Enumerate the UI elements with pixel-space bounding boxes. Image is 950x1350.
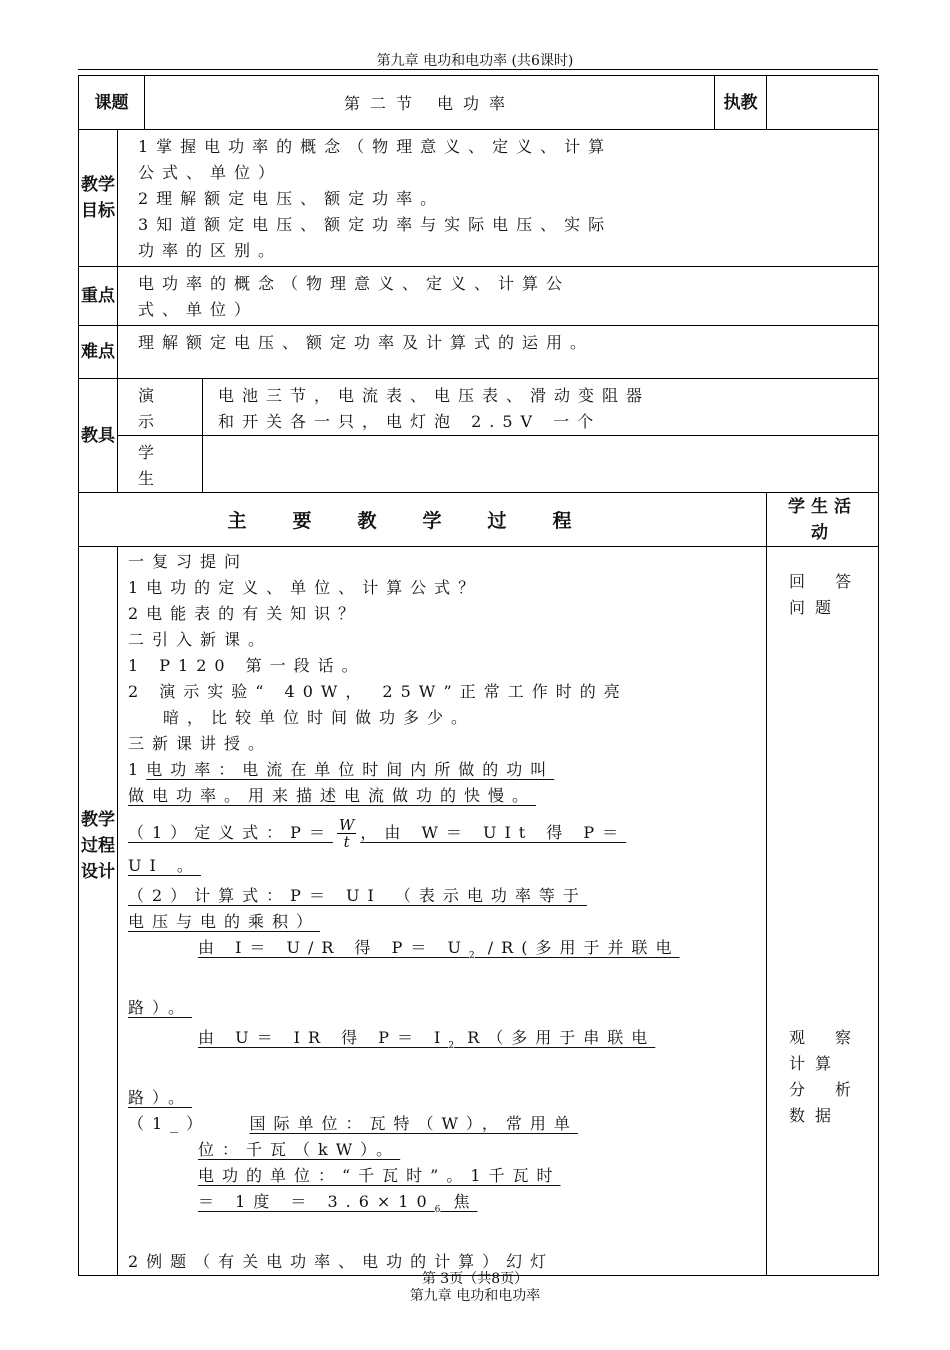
difficulty-line: 理解额定电压、额定功率及计算式的运用。 <box>138 333 595 352</box>
difficulty-content <box>118 326 879 379</box>
demo-line: 和开关各一只，电灯泡 2.5V 一个 <box>218 412 602 431</box>
process-line: 暗，比较单位时间做功多少。 <box>163 708 476 727</box>
process-line: 电功的单位：“千瓦时”。1千瓦时 <box>198 1166 561 1185</box>
process-line: 2 演示实验“ 40W， 25W”正常工作时的亮 <box>128 682 628 701</box>
goal-line: 公式、单位） <box>138 163 283 182</box>
key-label: 重点 <box>79 267 118 326</box>
activity-line: 观察 <box>789 1028 882 1047</box>
activity-line: 计算 <box>789 1054 842 1073</box>
activity-line: 回答 <box>789 572 882 591</box>
key-line: 式、单位） <box>138 300 259 319</box>
process-line: 位：千瓦（kW）。 <box>198 1140 401 1159</box>
process-heading-row <box>79 493 879 547</box>
definition-formula-line: （1）定义式：P＝ $\frac{W}{t}$ ，由 W＝ UIt 得 P＝ <box>128 816 627 851</box>
topic-row <box>79 76 879 130</box>
key-content <box>118 267 879 326</box>
demo-content <box>203 379 879 436</box>
formula-parallel: 由 I＝ U/R 得 $P= U_2$ /R(多用于并联电 <box>198 938 680 961</box>
process-line: 路）。 <box>128 1088 193 1107</box>
aids-student-row <box>79 436 879 493</box>
process-content <box>118 547 767 1276</box>
difficulty-label: 难点 <box>79 326 118 379</box>
activity-heading: 学生活动 <box>767 493 879 547</box>
process-line: 二引入新课。 <box>128 630 273 649</box>
goal-line: 功率的区别。 <box>138 241 283 260</box>
process-line: （2）计算式：P＝ UI （表示电功率等于 <box>128 886 587 905</box>
teacher-label: 执教 <box>715 76 767 130</box>
process-line: 1电功的定义、单位、计算公式？ <box>128 578 483 597</box>
definition-text: 电功率：电流在单位时间内所做的功叫 <box>146 760 555 779</box>
goal-line: 2理解额定电压、额定功率。 <box>138 189 445 208</box>
process-line: 三新课讲授。 <box>128 734 273 753</box>
key-line: 电功率的概念（物理意义、定义、计算公 <box>138 274 571 293</box>
teacher-value <box>767 76 879 130</box>
activity-line: 问题 <box>789 598 842 617</box>
activity-line: 分析 <box>789 1080 882 1099</box>
goals-label: 教学目标 <box>79 130 118 267</box>
process-body-row <box>79 547 879 1276</box>
footer-chapter: 第九章 电功和电功率 <box>409 1288 541 1304</box>
fraction-w-over-t: $\frac{W}{t}$ <box>338 816 355 851</box>
process-line: 1电功率：电流在单位时间内所做的功叫 <box>128 760 555 779</box>
goal-line: 1掌握电功率的概念（物理意义、定义、计算 <box>138 137 613 156</box>
goals-row <box>79 130 879 267</box>
goal-line: 3知道额定电压、额定功率与实际电压、实际 <box>138 215 613 234</box>
lesson-plan-table <box>78 75 882 1276</box>
process-side-label: 教学过程设计 <box>79 547 118 1276</box>
topic-value: 第二节 电功率 <box>145 76 715 130</box>
page-number: 第 3页（共8页） <box>421 1271 529 1287</box>
process-line: 路）。 <box>128 998 193 1017</box>
process-line: 一复习提问 <box>128 552 249 571</box>
header-rule <box>78 69 878 70</box>
process-line: UI 。 <box>128 856 201 875</box>
demo-line: 电池三节，电流表、电压表、滑动变阻器 <box>218 386 651 405</box>
goals-content <box>118 130 879 267</box>
demo-label <box>118 379 203 436</box>
unit-line: （1_） 国际单位：瓦特（W），常用单 <box>128 1114 578 1133</box>
topic-label: 课题 <box>79 76 145 130</box>
activity-content <box>767 547 882 1276</box>
page-header: 第九章 电功和电功率 (共6课时) <box>376 53 574 69</box>
process-line: 做电功率。用来描述电流做功的快慢。 <box>128 786 537 805</box>
process-line: 电压与电的乘积） <box>128 912 321 931</box>
process-line: 1 P120 第一段话。 <box>128 656 366 675</box>
process-line: 2电能表的有关知识？ <box>128 604 363 623</box>
demo-label-text: 演示 <box>138 386 155 431</box>
difficulty-row <box>79 326 879 379</box>
activity-line: 数据 <box>789 1106 842 1125</box>
student-label <box>118 436 203 493</box>
student-content <box>203 436 879 493</box>
formula-series: 由 U＝ IR 得 $P= I_2$ R（多用于串联电 <box>198 1028 656 1051</box>
process-heading: 主要教学过程 <box>79 493 767 547</box>
kwh-line: ＝ 1度 ＝ $3.6\times 10_6$ 焦 <box>198 1192 478 1215</box>
aids-demo-row <box>79 379 879 436</box>
key-row <box>79 267 879 326</box>
student-label-text: 学生 <box>138 443 155 488</box>
process-line: 2例题（有关电功率、电功的计算）幻灯 <box>128 1252 555 1271</box>
aids-label: 教具 <box>79 379 118 493</box>
